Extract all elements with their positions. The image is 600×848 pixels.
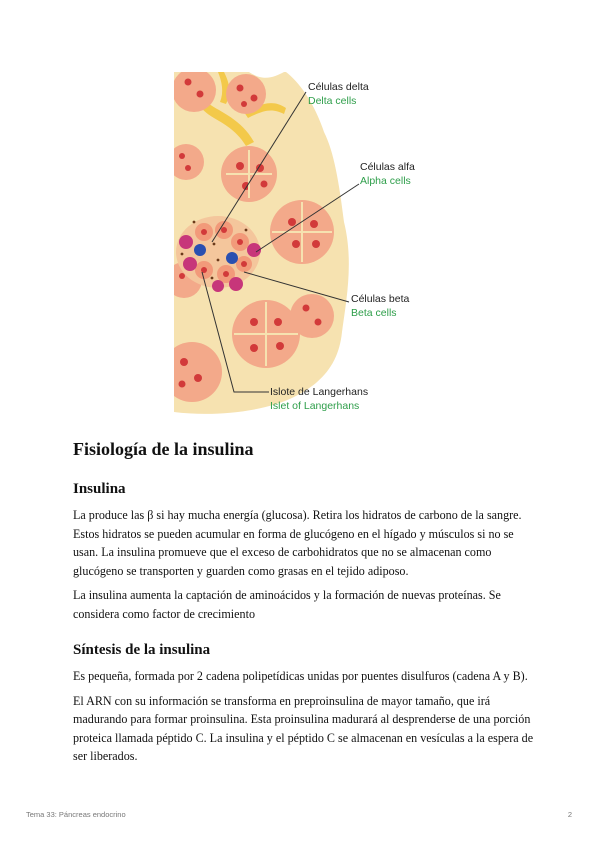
- label-islote-es: Islote de Langerhans: [270, 386, 369, 398]
- label-beta-es: Células beta: [351, 293, 410, 305]
- acinus-bottom-mid: [232, 300, 300, 368]
- label-alfa-es: Células alfa: [360, 161, 415, 173]
- paragraph-insulina-2: La insulina aumenta la captación de aminoácidos y la formación de nuevas proteínas. Se considera como factor de crecimiento: [73, 588, 501, 621]
- footer-chapter: Tema 33: Páncreas endocrino: [26, 810, 126, 819]
- acinus-upper-mid: [221, 146, 277, 202]
- islet-diagram-svg: [174, 72, 446, 418]
- acinus-bottom-right: [290, 294, 334, 338]
- section-heading-sintesis: Síntesis de la insulina: [73, 642, 211, 658]
- acinus-top-right: [226, 74, 266, 114]
- section-heading-insulina: Insulina: [73, 481, 126, 497]
- page-title: Fisiología de la insulina: [73, 439, 254, 459]
- paragraph-sintesis-2: El ARN con su información se transforma en preproinsulina de mayor tamaño, que irá madurando para formar proinsulina. Esta proinsulina madurará al desprenderse de una porción proteica llamada péptido C. La insulina y el péptido C se almacenan en vesículas a la espera de ser liberados.: [73, 693, 534, 763]
- islet-illustration: [174, 72, 446, 418]
- main-content: [73, 436, 538, 772]
- label-alfa-en: Alpha cells: [360, 175, 411, 187]
- label-beta-en: Beta cells: [351, 307, 397, 319]
- label-delta-en: Delta cells: [308, 95, 357, 107]
- label-islote-en: Islet of Langerhans: [270, 400, 360, 412]
- label-delta-es: Células delta: [308, 81, 369, 93]
- paragraph-insulina-1: La produce las β si hay mucha energía (glucosa). Retira los hidratos de carbono de la sangre. Estos hidratos se pueden acumular en forma de glucógeno en el hígado y músculos si no se usan. La insulina promueve que el exceso de carbohidratos que no se almacenan como glucógeno se transporten y guarden como grasas en el tejido adiposo.: [73, 508, 522, 578]
- acinus-right: [270, 200, 334, 264]
- footer-page-number: 2: [567, 810, 572, 819]
- paragraph-sintesis-1: Es pequeña, formada por 2 cadena polipetídicas unidas por puentes disulfuros (cadena A y B).: [73, 669, 528, 683]
